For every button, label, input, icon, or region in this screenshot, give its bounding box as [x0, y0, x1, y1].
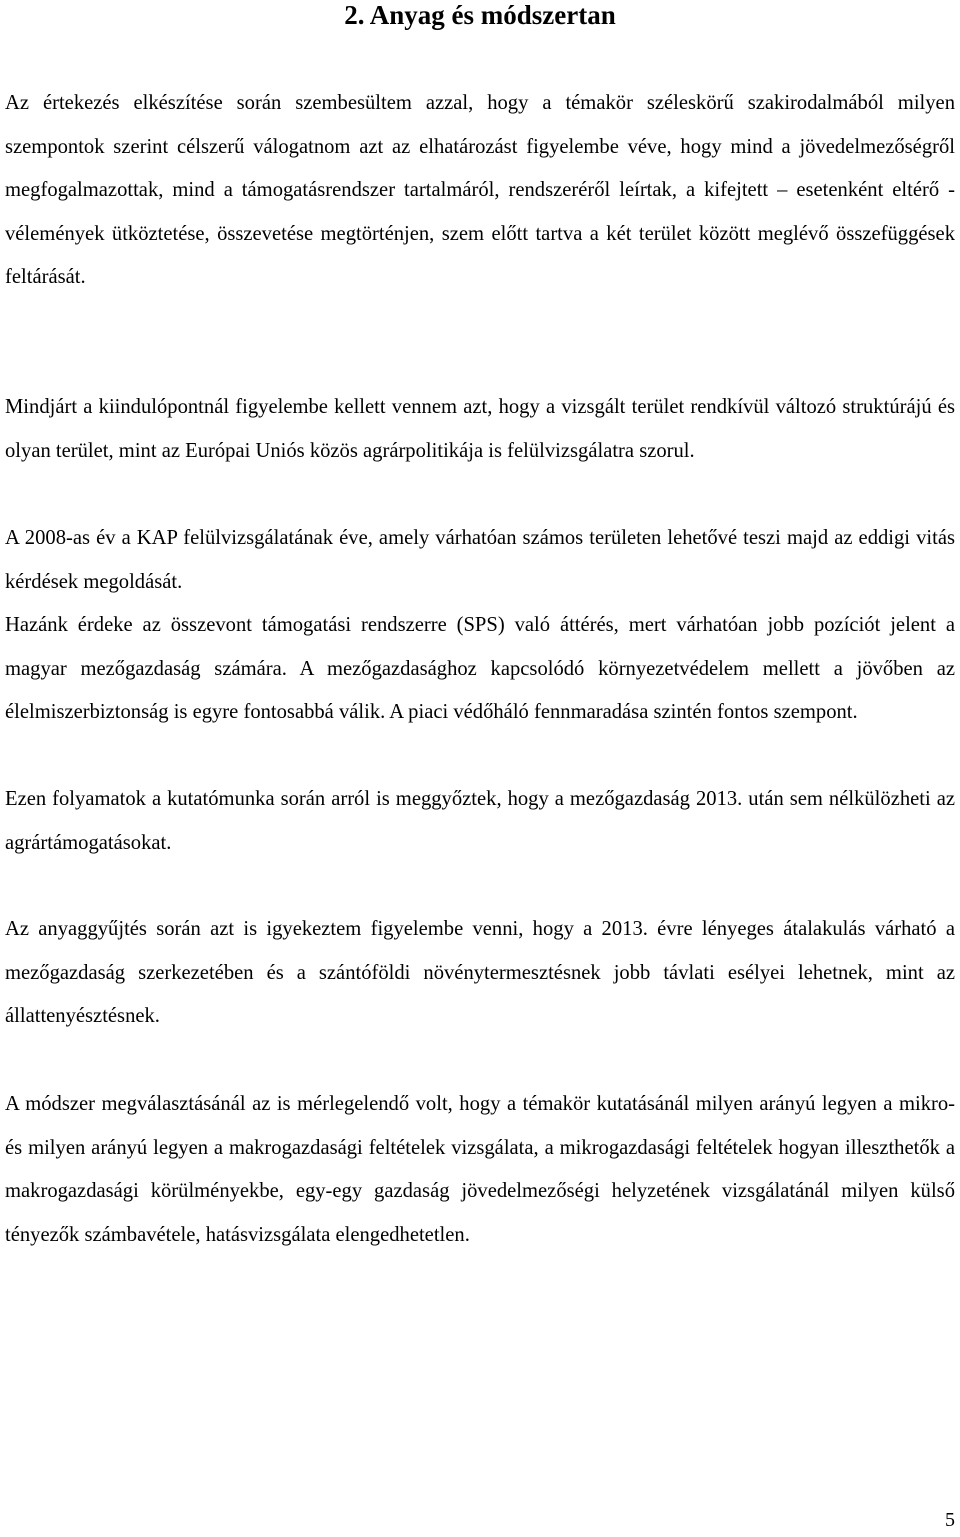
paragraph-7: A módszer megválasztásánál az is mérlegelendő volt, hogy a témakör kutatásánál milyen arányú legyen a mikro- és milyen arányú legyen a makrogazdasági feltételek vizsgálata, a mikrogazdasági feltételek hogyan illeszthetők a makrogazdasági körülményekbe, egy-egy gazdaság jövedelmezőségi helyzetének vizsgálatánál milyen külső tényezők számbavétele, hatásvizsgálata elengedhetetlen. [5, 1093, 955, 1246]
paragraph-3: A 2008-as év a KAP felülvizsgálatának éve, amely várhatóan számos területen lehetővé teszi majd az eddigi vitás kérdések megoldását. [5, 527, 955, 593]
paragraph-4: Hazánk érdeke az összevont támogatási rendszerre (SPS) való áttérés, mert várhatóan jobb pozíciót jelent a magyar mezőgazdaság számára. A mezőgazdasághoz kapcsolódó környezetvédelem mellett a jövőben az élelmiszerbiztonság is egyre fontosabbá válik. A piaci védőháló fennmaradása szintén fontos szempont. [5, 614, 955, 724]
paragraph-5: Ezen folyamatok a kutatómunka során arról is meggyőztek, hogy a mezőgazdaság 2013. után sem nélkülözheti az agrártámogatásokat. [5, 788, 955, 854]
paragraph-6: Az anyaggyűjtés során azt is igyekeztem figyelembe venni, hogy a 2013. évre lényeges átalakulás várható a mezőgazdaság szerkezetében és a szántóföldi növénytermesztésnek jobb távlati esélyei lehetnek, mint az állattenyésztésnek. [5, 918, 955, 1028]
section-title: 2. Anyag és módszertan [344, 0, 616, 30]
paragraph-1: Az értekezés elkészítése során szembesültem azzal, hogy a témakör széleskörű szakirodalmából milyen szempontok szerint célszerű válogatnom azt az elhatározást figyelembe véve, hogy mind a jövedelmezőségről megfogalmazottak, mind a támogatásrendszer tartalmáról, rendszeréről leírtak, a kifejtett – esetenként eltérő - vélemények ütköztetése, összevetése megtörténjen, szem előtt tartva a két terület között meglévő összefüggések feltárását. [5, 92, 955, 289]
page-number: 5 [945, 1509, 955, 1531]
paragraph-2: Mindjárt a kiindulópontnál figyelembe kellett vennem azt, hogy a vizsgált terület rendkívül változó struktúrájú és olyan terület, mint az Európai Uniós közös agrárpolitikája is felülvizsgálatra szorul. [5, 396, 955, 462]
